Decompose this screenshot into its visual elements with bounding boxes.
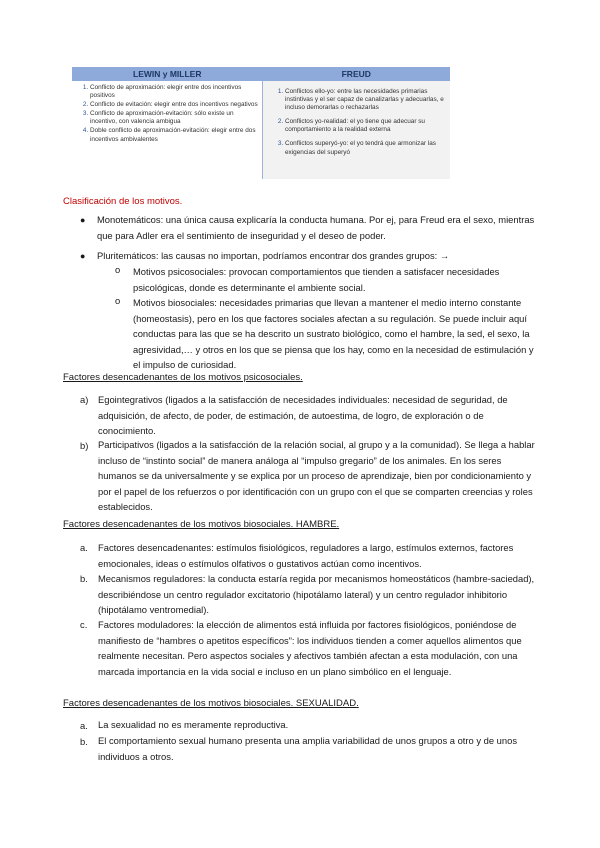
list-marker: b. [80, 573, 88, 584]
list-marker: b. [80, 736, 88, 747]
item-participativos: Participativos (ligados a la satisfacción de la relación social, al grupo y a la comunidad). Se llega a hablar incluso de “instinto social” de manera análoga al “impulso gregario” de los animales. En los seres humanos se da universalmente y se explica por un proceso de aprendizaje, bien por condicionamiento y por el papel de los refuerzos o por identificación con un grupo con el que se comparten creencias y roles establecidos. [98, 439, 535, 513]
lewin-column [72, 81, 263, 179]
item-hambre-moduladores: Factores moduladores: la elección de alimentos está influida por factores fisiológicos, poniéndose de manifiesto de “hambres o apetitos específicos”: los individuos tienden a comer aquellos alimentos que realmente necesitan. Pero aspectos sociales y afectivos también afectan a esta modulación, con una marcada importancia en la vida social e incluso en un plano simbólico en el lenguaje. [98, 619, 522, 677]
freud-column [263, 81, 451, 179]
clasificacion-title: Clasificación de los motivos. [63, 196, 183, 207]
circle-bullet: o [115, 264, 121, 275]
sub-psicosociales: Motivos psicosociales: provocan comportamientos que tienden a satisfacer necesidades psicológicas, donde es determinante el ambiente social. [133, 266, 500, 293]
list-marker: c. [80, 619, 88, 630]
lewin-item: 3. Conflicto de aproximación-evitación: sólo existe un incentivo, con valencia ambigua [90, 110, 259, 126]
list-marker: a) [80, 394, 89, 405]
item-sex-variabilidad: El comportamiento sexual humano presenta una amplia variabilidad de unos grupos a otro y de unos individuos a otros. [98, 735, 518, 762]
bullet-pluritematicos: Pluritemáticos: las causas no importan, podríamos encontrar dos grandes grupos: → [97, 250, 450, 261]
sub-biosociales: Motivos biosociales: necesidades primarias que llevan a mantener el medio interno constante (homeostasis), pero en los que factores sociales afectan a su regulación. Se puede incluir aquí conductas para las que se ha descrito un sustrato biológico, como el hambre, la sed, el sexo, la agresividad,… y otros en los que se piensa que los hay, como en la necesidad de estimulación y el impulso de curiosidad. [133, 297, 534, 371]
table-header-freud: FREUD [263, 67, 451, 81]
table-header-lewin: LEWIN y MILLER [72, 67, 263, 81]
bullet-dot: ● [80, 251, 86, 261]
bullet-dot: ● [80, 215, 86, 225]
list-marker: a. [80, 720, 88, 731]
lewin-item: 2. Conflicto de evitación: elegir entre dos incentivos negativos [90, 101, 259, 109]
heading-sexualidad: Factores desencadenantes de los motivos biosociales. SEXUALIDAD. [63, 698, 359, 709]
heading-text: Factores desencadenantes de los motivos biosociales. SEXUALIDAD [63, 698, 357, 709]
item-hambre-desencadenantes: Factores desencadenantes: estímulos fisiológicos, reguladores a largo, estímulos externos, factores emocionales, ideas o estímulos olfativos o gustativos actúan como incentivos. [98, 542, 514, 569]
conflicts-table [72, 67, 450, 179]
heading-text: Factores desencadenantes de los motivos psicosociales [63, 372, 301, 383]
freud-item: 3. Conflictos superyó-yo: el yo tendrá que armonizar las exigencias del superyó [285, 140, 447, 156]
list-marker: a. [80, 542, 88, 553]
item-sex-reproductiva: La sexualidad no es meramente reproductiva. [98, 719, 289, 730]
bullet-monotematicos: Monotemáticos: una única causa explicaría la conducta humana. Por ej, para Freud era el sexo, mientras que para Adler era el sentimiento de inseguridad y el deseo de poder. [97, 214, 535, 241]
freud-item: 1. Conflictos ello-yo: entre las necesidades primarias instintivas y el ser capaz de canalizarlas y adecuarlas, e incluso demorarlas o rechazarlas [285, 88, 447, 112]
list-marker: b) [80, 440, 89, 451]
item-egointegrativos: Egointegrativos (ligados a la satisfacción de necesidades individuales: necesidad de seguridad, de adquisición, de afecto, de poder, de estimación, de autoestima, de logro, de exploración o de conocimiento. [98, 394, 508, 437]
freud-item: 2. Conflictos yo-realidad: el yo tiene que adecuar su comportamiento a la realidad externa [285, 118, 447, 134]
lewin-item: 4. Doble conflicto de aproximación-evitación: elegir entre dos incentivos ambivalentes [90, 127, 259, 143]
heading-psicosociales: Factores desencadenantes de los motivos psicosociales. [63, 372, 303, 383]
heading-hambre: Factores desencadenantes de los motivos biosociales. HAMBRE. [63, 519, 340, 530]
item-hambre-reguladores: Mecanismos reguladores: la conducta estaría regida por mecanismos homeostáticos (hambre-saciedad), describiéndose un centro regulador excitatorio (hipotálamo lateral) y un centro regulador inhibitorio (hipotálamo ventromedial). [98, 573, 535, 616]
circle-bullet: o [115, 295, 121, 306]
lewin-item: 1. Conflicto de aproximación: elegir entre dos incentivos positivos [90, 84, 259, 100]
heading-text: Factores desencadenantes de los motivos biosociales. HAMBRE [63, 519, 337, 530]
